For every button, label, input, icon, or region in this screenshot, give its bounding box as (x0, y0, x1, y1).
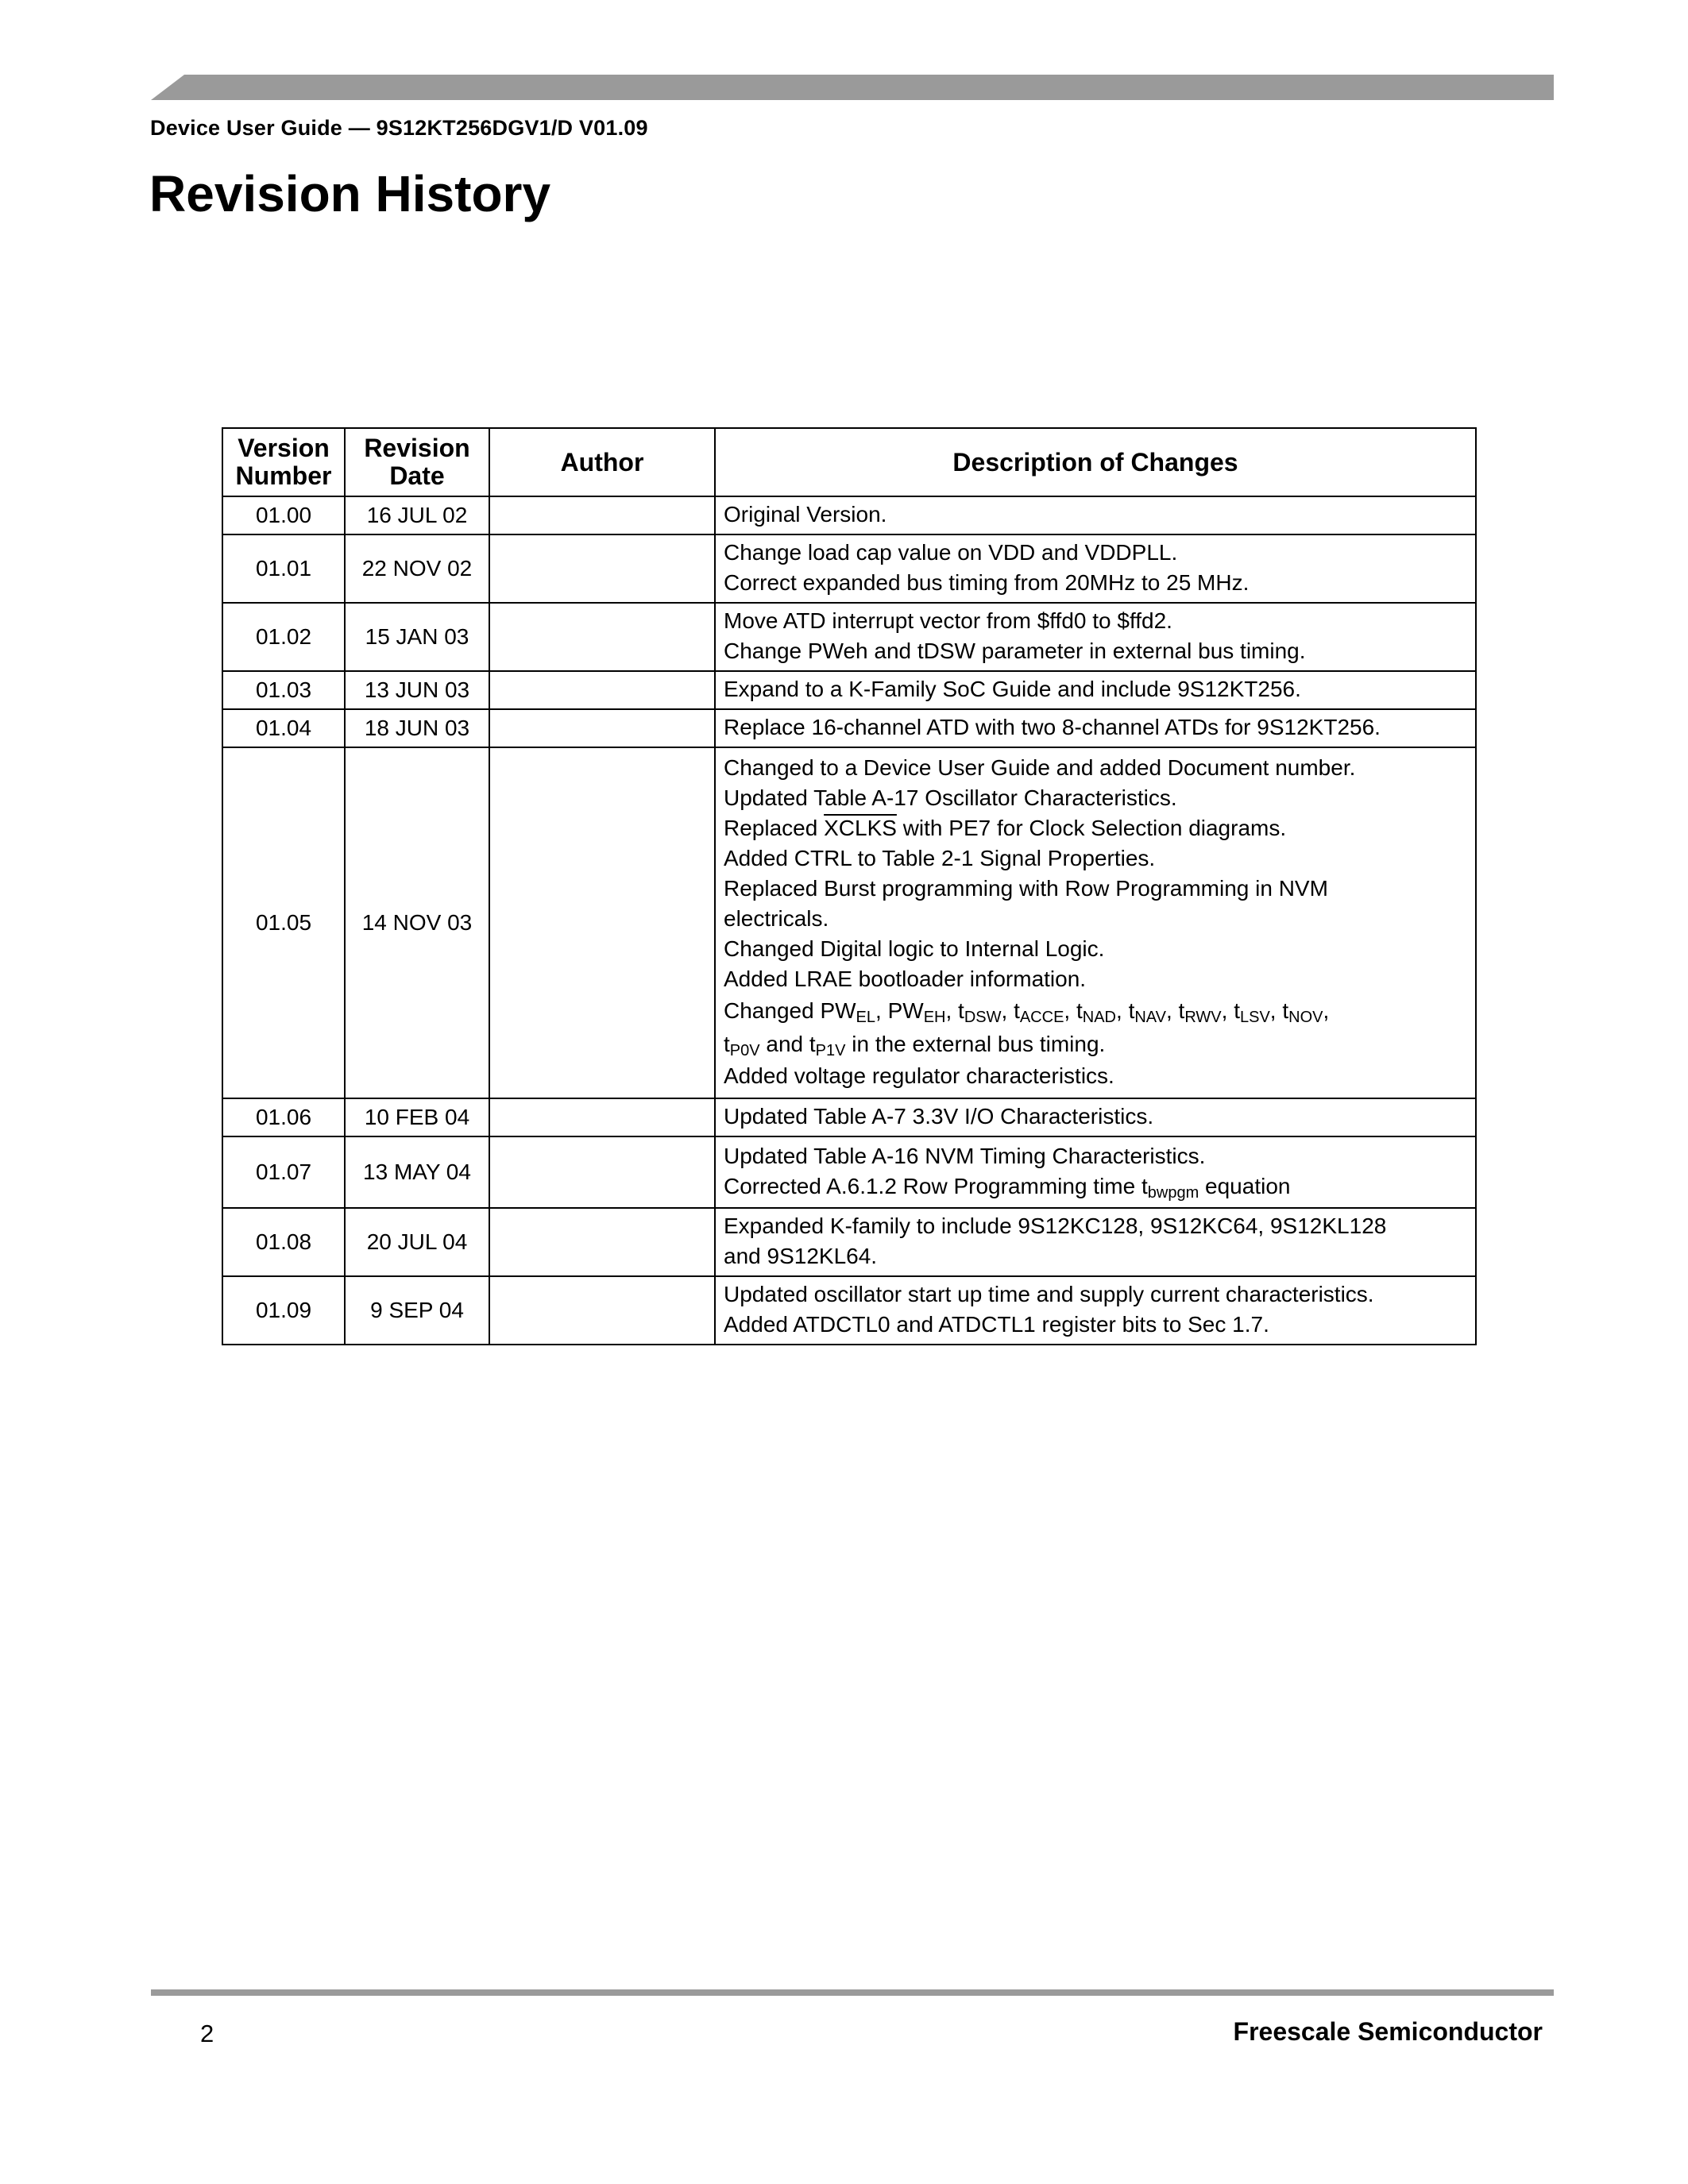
date-cell: 18 JUN 03 (345, 709, 489, 747)
version-cell: 01.06 (222, 1098, 345, 1136)
description-cell: Changed to a Device User Guide and added Document number. Updated Table A-17 Oscillator Characteristics. Replaced XCLKS with PE7 for Clock Selection diagrams. Added CTRL to Table 2-1 Signal Properties. Replaced Burst programming with Row Programming in NVM electricals. Changed Digital logic to Internal Logic. Added LRAE bootloader information. Changed $PW_{EL}$, $PW_{EH}$, $t_{DSW}$, $t_{ACCE}$, $t_{NAD}$, $t_{NAV}$, $t_{RWV}$, $t_{LSV}$, $t_{NOV}$, $t_{P0V}$ and $t_{P1V}$ in the external bus timing. Added voltage regulator characteristics. (715, 747, 1476, 1098)
date-cell: 13 JUN 03 (345, 671, 489, 709)
table-row (222, 1208, 1476, 1276)
header-revision-date: Revision Date (345, 428, 489, 496)
description-cell: Replace 16-channel ATD with two 8-channel ATDs for 9S12KT256. (715, 709, 1476, 747)
revision-history-table (222, 427, 1477, 1345)
date-cell: 20 JUL 04 (345, 1208, 489, 1276)
table-row (222, 534, 1476, 603)
author-cell (489, 1136, 715, 1208)
description-cell: Move ATD interrupt vector from $ffd0 to $ffd2. Change PWeh and tDSW parameter in external bus timing. (715, 603, 1476, 671)
version-cell: 01.03 (222, 671, 345, 709)
table-row (222, 1098, 1476, 1136)
version-cell: 01.08 (222, 1208, 345, 1276)
page-title: Revision History (149, 165, 551, 222)
date-cell: 14 NOV 03 (345, 747, 489, 1098)
description-cell: Original Version. (715, 496, 1476, 534)
version-cell: 01.09 (222, 1276, 345, 1345)
version-cell: 01.01 (222, 534, 345, 603)
header-decorative-bar (151, 75, 1554, 100)
footer-rule (151, 1989, 1554, 1996)
version-cell: 01.02 (222, 603, 345, 671)
header-version-number: Version Number (222, 428, 345, 496)
author-cell (489, 496, 715, 534)
running-header: Device User Guide — 9S12KT256DGV1/D V01.09 (150, 116, 648, 140)
version-cell: 01.00 (222, 496, 345, 534)
table-row (222, 671, 1476, 709)
header-author: Author (489, 428, 715, 496)
author-cell (489, 1208, 715, 1276)
date-cell: 15 JAN 03 (345, 603, 489, 671)
version-cell: 01.07 (222, 1136, 345, 1208)
date-cell: 22 NOV 02 (345, 534, 489, 603)
xclks-signal: XCLKS (824, 816, 897, 840)
author-cell (489, 534, 715, 603)
table-row (222, 709, 1476, 747)
description-cell: Change load cap value on VDD and VDDPLL. Correct expanded bus timing from 20MHz to 25 MHz. (715, 534, 1476, 603)
description-cell: Updated oscillator start up time and supply current characteristics. Added ATDCTL0 and ATDCTL1 register bits to Sec 1.7. (715, 1276, 1476, 1345)
author-cell (489, 1098, 715, 1136)
table-row (222, 1136, 1476, 1208)
table-row (222, 1276, 1476, 1345)
version-cell: 01.04 (222, 709, 345, 747)
table-row (222, 496, 1476, 534)
page-number: 2 (200, 2020, 214, 2047)
header-description: Description of Changes (715, 428, 1476, 496)
author-cell (489, 747, 715, 1098)
table-row (222, 603, 1476, 671)
table-row (222, 747, 1476, 1098)
description-cell: Updated Table A-7 3.3V I/O Characteristics. (715, 1098, 1476, 1136)
author-cell (489, 1276, 715, 1345)
table-header-row (222, 428, 1476, 496)
date-cell: 9 SEP 04 (345, 1276, 489, 1345)
author-cell (489, 671, 715, 709)
date-cell: 10 FEB 04 (345, 1098, 489, 1136)
author-cell (489, 709, 715, 747)
author-cell (489, 603, 715, 671)
description-cell: Updated Table A-16 NVM Timing Characteristics. Corrected A.6.1.2 Row Programming time $t_{bwpgm}$ equation (715, 1136, 1476, 1208)
description-cell: Expand to a K-Family SoC Guide and include 9S12KT256. (715, 671, 1476, 709)
date-cell: 13 MAY 04 (345, 1136, 489, 1208)
version-cell: 01.05 (222, 747, 345, 1098)
description-cell: Expanded K-family to include 9S12KC128, 9S12KC64, 9S12KL128 and 9S12KL64. (715, 1208, 1476, 1276)
footer-company: Freescale Semiconductor (1233, 2017, 1543, 2046)
date-cell: 16 JUL 02 (345, 496, 489, 534)
